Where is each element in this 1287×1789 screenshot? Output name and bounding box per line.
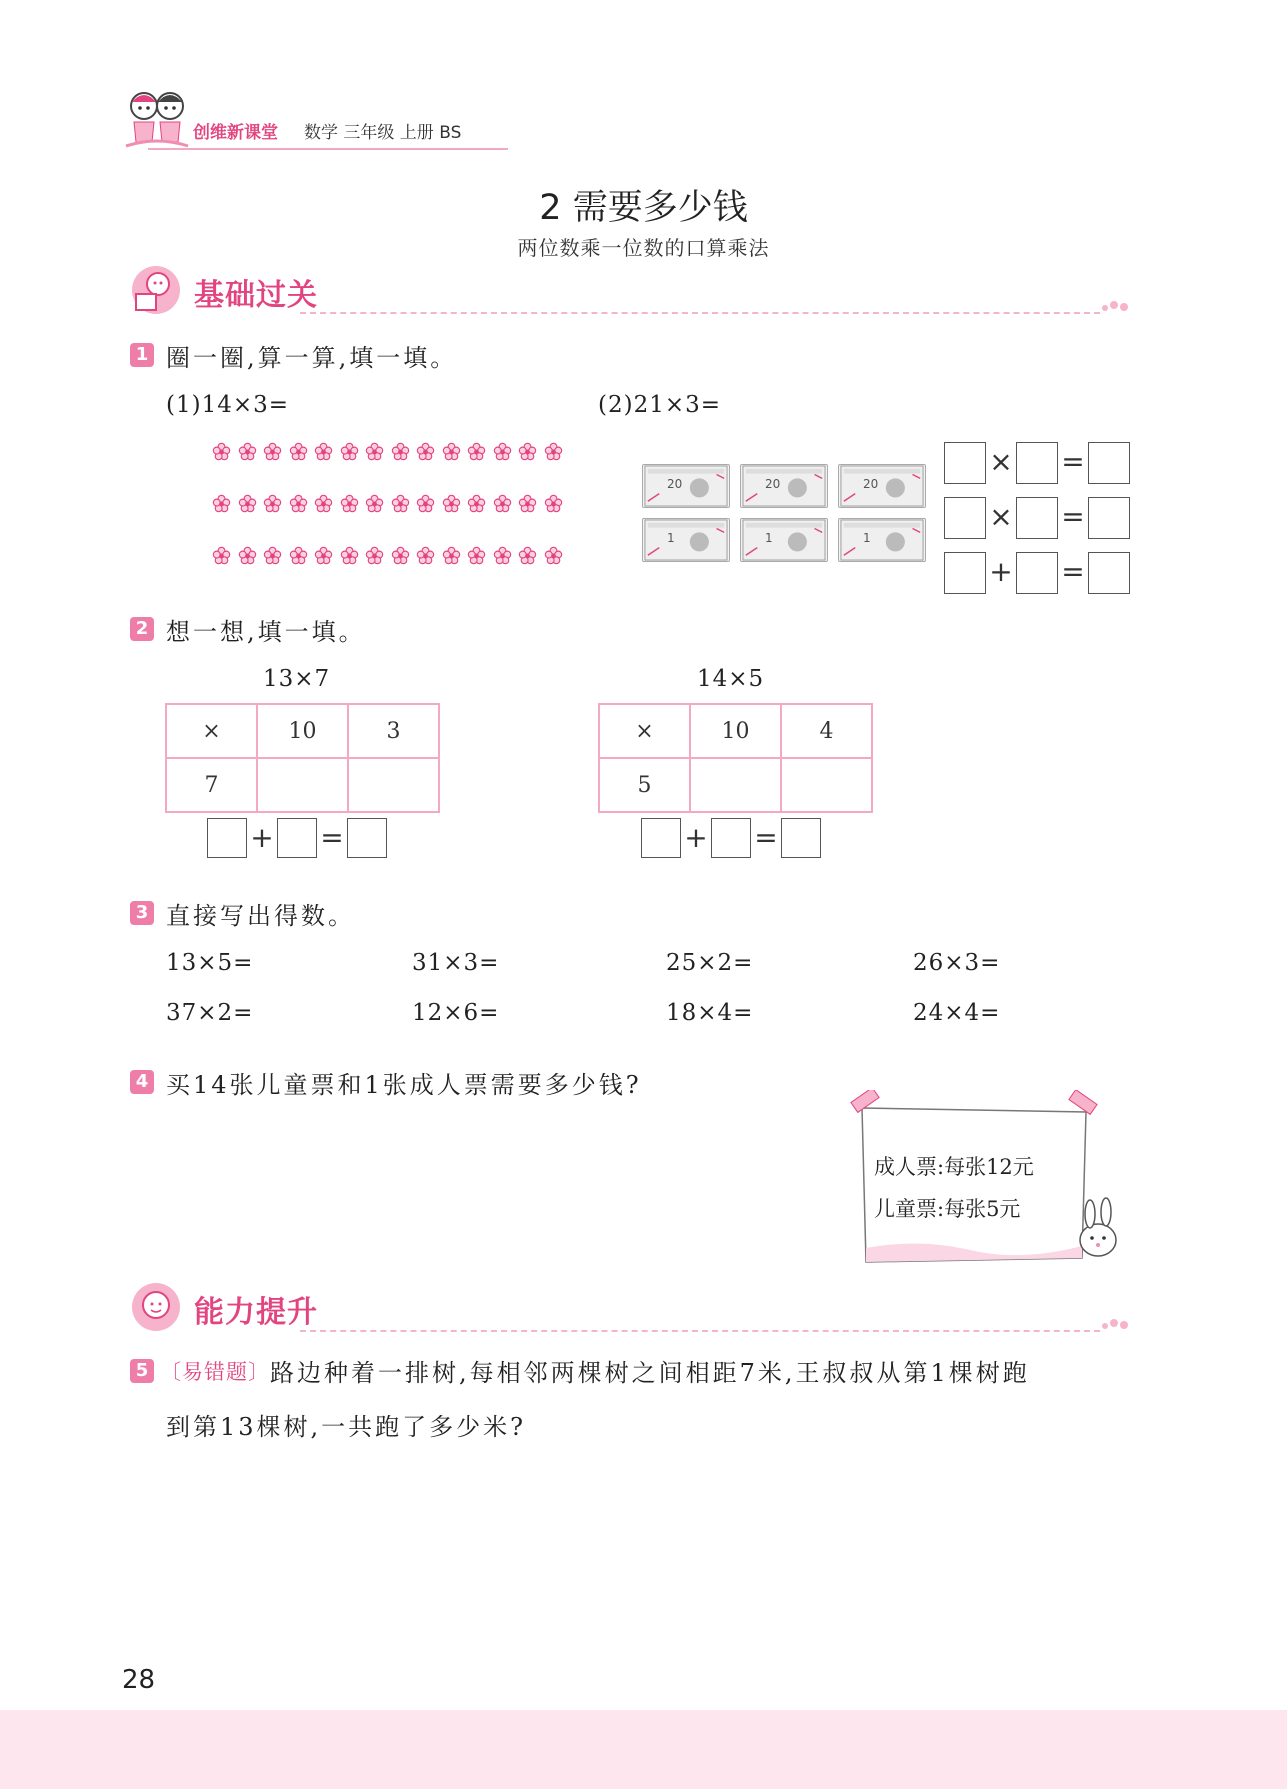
flower-icon[interactable]	[467, 494, 486, 513]
plus-sign: +	[684, 821, 708, 854]
q3-item: 26×3=	[913, 950, 1001, 976]
question-5-line1: 路边种着一排树,每相邻两棵树之间相距7米,王叔叔从第1棵树跑	[270, 1359, 1030, 1387]
table-answer-cell[interactable]	[781, 758, 872, 812]
table-answer-cell[interactable]	[257, 758, 348, 812]
flower-row	[212, 494, 563, 513]
child-ticket-price: 儿童票:每张5元	[874, 1197, 1021, 1221]
price-card-frame	[850, 1090, 1130, 1275]
answer-box[interactable]	[1088, 552, 1130, 594]
answer-box[interactable]	[277, 818, 317, 858]
question-1-text: 圈一圈,算一算,填一填。	[166, 344, 458, 372]
flower-icon[interactable]	[212, 546, 231, 565]
q2-table-1	[165, 703, 440, 813]
banknote-icon[interactable]	[642, 518, 730, 562]
flower-icon[interactable]	[467, 442, 486, 461]
q2-table2-label: 14×5	[697, 666, 765, 692]
flower-icon[interactable]	[365, 546, 384, 565]
question-number-1: 1	[130, 343, 154, 367]
question-number-4: 4	[130, 1070, 154, 1094]
flower-icon[interactable]	[212, 494, 231, 513]
times-sign: ×	[989, 445, 1013, 478]
flower-icon[interactable]	[493, 546, 512, 565]
flower-icon[interactable]	[340, 546, 359, 565]
equals-sign: =	[754, 821, 778, 854]
table-cell: 5	[599, 758, 690, 812]
table-cell: 7	[166, 758, 257, 812]
flower-icon[interactable]	[391, 546, 410, 565]
lesson-subtitle: 两位数乘一位数的口算乘法	[517, 236, 770, 260]
answer-box[interactable]	[711, 818, 751, 858]
flower-icon[interactable]	[442, 546, 461, 565]
header-divider	[148, 148, 508, 150]
flower-icon[interactable]	[518, 442, 537, 461]
q3-item: 31×3=	[412, 950, 500, 976]
flower-icon[interactable]	[289, 546, 308, 565]
answer-box[interactable]	[1016, 552, 1058, 594]
equation-row	[944, 552, 1130, 594]
banknote-value: 1	[667, 531, 675, 545]
equation-row	[944, 497, 1130, 539]
flower-icon[interactable]	[340, 442, 359, 461]
question-number-5: 5	[130, 1359, 154, 1383]
flower-icon[interactable]	[442, 442, 461, 461]
banknote-icon[interactable]	[838, 464, 926, 508]
flower-icon[interactable]	[416, 442, 435, 461]
answer-box[interactable]	[944, 552, 986, 594]
flower-icon[interactable]	[365, 442, 384, 461]
banknote-value: 20	[863, 477, 879, 491]
flower-icon[interactable]	[493, 494, 512, 513]
q1-part2-label: (2)21×3=	[598, 392, 722, 418]
lesson-title: 2 需要多少钱	[539, 188, 748, 228]
question-4-text: 买14张儿童票和1张成人票需要多少钱?	[166, 1071, 642, 1099]
question-2-text: 想一想,填一填。	[166, 618, 366, 646]
flower-grid[interactable]	[212, 442, 563, 565]
flower-icon[interactable]	[263, 546, 282, 565]
table-cell: 3	[348, 704, 439, 758]
question-number-3: 3	[130, 901, 154, 925]
answer-box[interactable]	[1088, 442, 1130, 484]
flower-icon[interactable]	[544, 494, 563, 513]
banknote-group[interactable]	[642, 464, 926, 562]
flower-icon[interactable]	[314, 546, 333, 565]
flower-icon[interactable]	[238, 494, 257, 513]
flower-icon[interactable]	[467, 546, 486, 565]
dots-decoration-icon	[1100, 1317, 1130, 1331]
flower-icon[interactable]	[365, 494, 384, 513]
flower-icon[interactable]	[416, 546, 435, 565]
book-info: 数学 三年级 上册 BS	[304, 123, 462, 143]
flower-icon[interactable]	[391, 442, 410, 461]
equation-row	[944, 442, 1130, 484]
flower-icon[interactable]	[238, 546, 257, 565]
flower-icon[interactable]	[518, 546, 537, 565]
equals-sign: =	[1061, 445, 1085, 478]
q2-table1-equation	[207, 818, 387, 858]
banknote-icon[interactable]	[740, 518, 828, 562]
flower-icon[interactable]	[289, 494, 308, 513]
flower-icon[interactable]	[314, 494, 333, 513]
q2-table-2	[598, 703, 873, 813]
answer-box[interactable]	[944, 442, 986, 484]
plus-sign: +	[989, 555, 1013, 588]
table-cell: ×	[166, 704, 257, 758]
flower-icon[interactable]	[391, 494, 410, 513]
equals-sign: =	[1061, 555, 1085, 588]
rabbit-icon	[1080, 1198, 1116, 1256]
q2-table2-equation	[641, 818, 821, 858]
answer-box[interactable]	[207, 818, 247, 858]
section-advanced-title: 能力提升	[194, 1295, 318, 1330]
answer-box[interactable]	[781, 818, 821, 858]
page-number: 28	[122, 1665, 156, 1695]
flower-icon[interactable]	[212, 442, 231, 461]
answer-box[interactable]	[641, 818, 681, 858]
table-cell: 10	[690, 704, 781, 758]
brand-name: 创维新课堂	[193, 123, 278, 143]
flower-icon[interactable]	[416, 494, 435, 513]
flower-icon[interactable]	[442, 494, 461, 513]
flower-row	[212, 546, 563, 565]
table-cell: 10	[257, 704, 348, 758]
answer-box[interactable]	[944, 497, 986, 539]
banknote-value: 20	[765, 477, 781, 491]
section-advanced-icon	[128, 1281, 184, 1333]
section-basic-icon	[128, 264, 184, 316]
q3-item: 18×4=	[666, 1000, 754, 1026]
adult-ticket-price: 成人票:每张12元	[874, 1155, 1034, 1179]
flower-icon[interactable]	[289, 442, 308, 461]
flower-icon[interactable]	[314, 442, 333, 461]
flower-icon[interactable]	[263, 494, 282, 513]
error-prone-tag: 〔易错题〕	[160, 1360, 270, 1384]
question-3-text: 直接写出得数。	[166, 902, 355, 930]
q3-item: 24×4=	[913, 1000, 1001, 1026]
q3-item: 37×2=	[166, 1000, 254, 1026]
answer-box[interactable]	[1016, 442, 1058, 484]
q3-item: 13×5=	[166, 950, 254, 976]
plus-sign: +	[250, 821, 274, 854]
answer-box[interactable]	[1016, 497, 1058, 539]
section-basic-title: 基础过关	[194, 278, 318, 313]
flower-icon[interactable]	[263, 442, 282, 461]
flower-icon[interactable]	[238, 442, 257, 461]
flower-row	[212, 442, 563, 461]
section-basic-divider	[300, 312, 1100, 314]
flower-icon[interactable]	[544, 546, 563, 565]
answer-box[interactable]	[347, 818, 387, 858]
equals-sign: =	[320, 821, 344, 854]
question-number-2: 2	[130, 617, 154, 641]
answer-box[interactable]	[1088, 497, 1130, 539]
table-cell: ×	[599, 704, 690, 758]
equals-sign: =	[1061, 500, 1085, 533]
flower-icon[interactable]	[340, 494, 359, 513]
table-answer-cell[interactable]	[690, 758, 781, 812]
q3-item: 12×6=	[412, 1000, 500, 1026]
bottom-decoration-band	[0, 1710, 1287, 1789]
banknote-value: 20	[667, 477, 683, 491]
table-cell: 4	[781, 704, 872, 758]
question-5-line2: 到第13棵树,一共跑了多少米?	[166, 1413, 527, 1441]
times-sign: ×	[989, 500, 1013, 533]
kids-mascot-icon	[124, 88, 190, 150]
banknote-value: 1	[765, 531, 773, 545]
q1-part1-label: (1)14×3=	[166, 392, 290, 418]
flower-icon[interactable]	[518, 494, 537, 513]
q1-equation-boxes	[944, 442, 1130, 594]
banknote-icon[interactable]	[642, 464, 730, 508]
banknote-icon[interactable]	[740, 464, 828, 508]
q3-item: 25×2=	[666, 950, 754, 976]
section-advanced-divider	[300, 1330, 1100, 1332]
banknote-value: 1	[863, 531, 871, 545]
flower-icon[interactable]	[493, 442, 512, 461]
q2-table1-label: 13×7	[263, 666, 331, 692]
dots-decoration-icon	[1100, 299, 1130, 313]
flower-icon[interactable]	[544, 442, 563, 461]
banknote-icon[interactable]	[838, 518, 926, 562]
table-answer-cell[interactable]	[348, 758, 439, 812]
